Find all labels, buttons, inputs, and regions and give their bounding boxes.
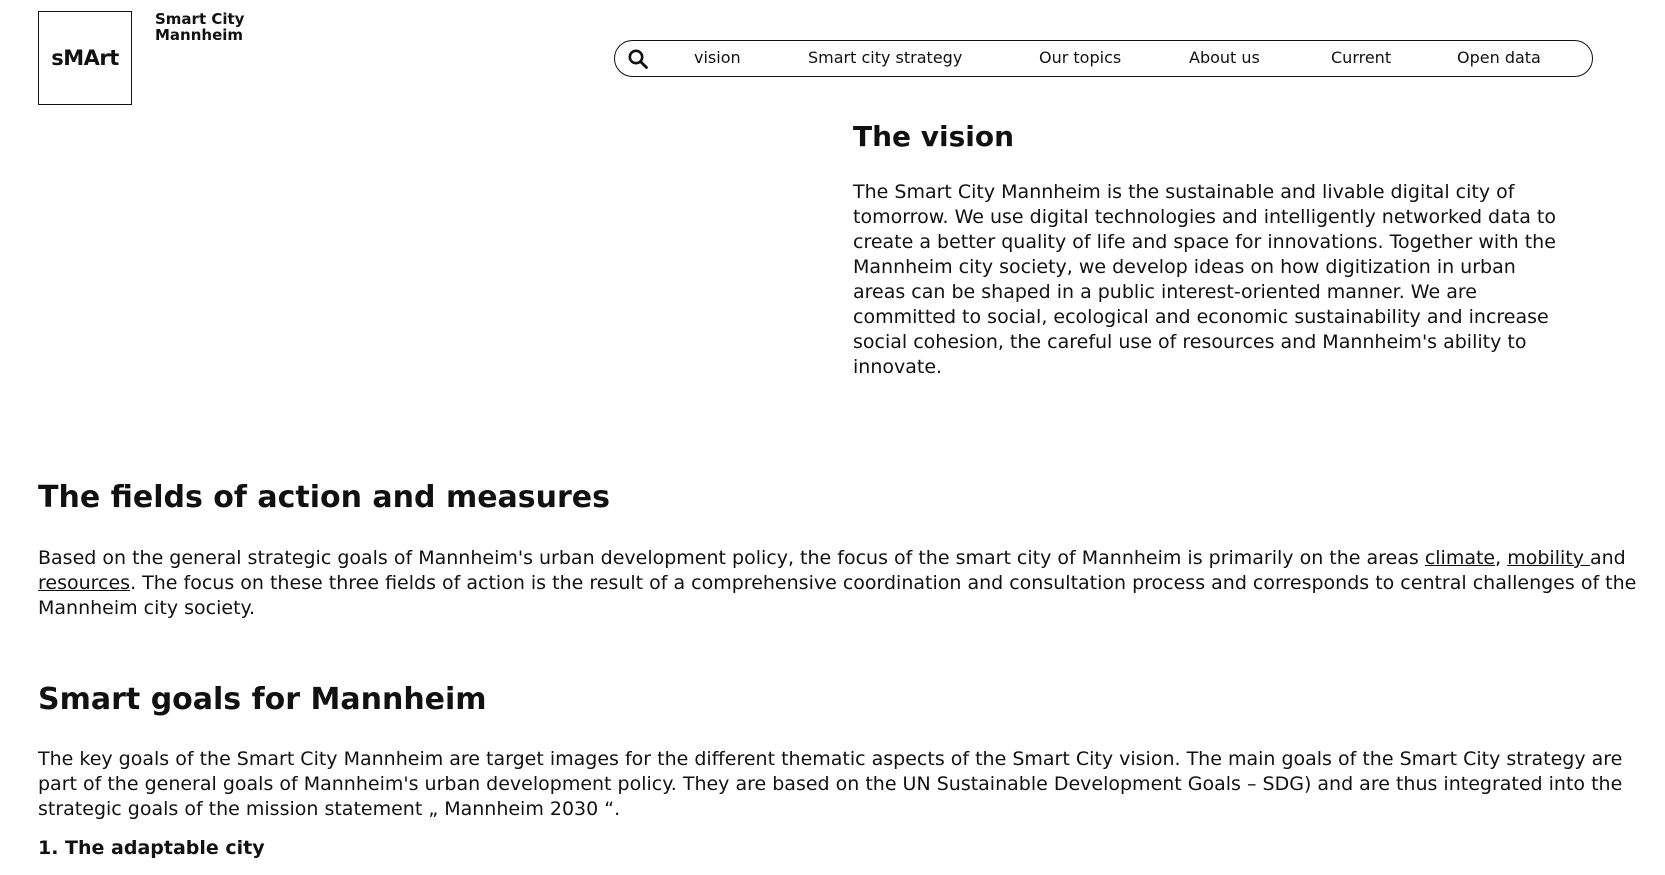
main-navigation — [614, 40, 1593, 77]
nav-item-vision[interactable]: vision — [694, 48, 741, 67]
site-logo[interactable] — [38, 11, 132, 105]
vision-heading: The vision — [853, 120, 1015, 153]
brand-name[interactable] — [155, 11, 244, 43]
fields-text-outro: . The focus on these three fields of action is the result of a comprehensive coordination and consultation process and corresponds to central challenges of the Mannheim city society. — [38, 572, 1637, 619]
link-mobility[interactable]: mobility — [1507, 547, 1590, 569]
vision-paragraph: The Smart City Mannheim is the sustainable and livable digital city of tomorrow. We use digital technologies and intelligently networked data to create a better quality of life and space for innovations. Together with the Mannheim city society, we develop ideas on how digitization in urban areas can be shaped in a public interest-oriented manner. We are committed to social, ecological and economic sustainability and increase social cohesion, the careful use of resources and Mannheim's ability to innovate. — [853, 181, 1556, 378]
fields-text-intro: Based on the general strategic goals of Mannheim's urban development policy, the focus of the smart city of Mannheim is primarily on the areas — [38, 547, 1425, 569]
brand-line-1: Smart City — [155, 10, 245, 28]
fields-heading: The fields of action and measures — [38, 480, 611, 515]
nav-item-smart-city-strategy[interactable]: Smart city strategy — [808, 48, 963, 67]
nav-item-current[interactable]: Current — [1331, 48, 1392, 67]
goals-heading: Smart goals for Mannheim — [38, 682, 487, 717]
search-icon[interactable] — [627, 48, 649, 70]
fields-paragraph — [38, 546, 1648, 621]
link-resources[interactable]: resources — [38, 572, 131, 594]
nav-item-our-topics[interactable]: Our topics — [1039, 48, 1122, 67]
fields-separator: , — [1495, 547, 1508, 569]
nav-item-open-data[interactable]: Open data — [1457, 48, 1541, 67]
nav-item-about-us[interactable]: About us — [1189, 48, 1260, 67]
goal-item-adaptable-city: 1. The adaptable city — [38, 837, 265, 859]
fields-conjunction: and — [1589, 547, 1626, 569]
logo-text: sMArt — [51, 46, 119, 70]
brand-line-2: Mannheim — [155, 26, 244, 44]
link-climate[interactable]: climate — [1424, 547, 1496, 569]
goals-paragraph: The key goals of the Smart City Mannheim are target images for the different thematic aspects of the Smart City vision. The main goals of the Smart City strategy are part of the general goals of Mannheim's urban development policy. They are based on the UN Sustainable Development Goals – SDG) and are thus integrated into the strategic goals of the mission statement „ Mannheim 2030 “. — [38, 748, 1623, 820]
